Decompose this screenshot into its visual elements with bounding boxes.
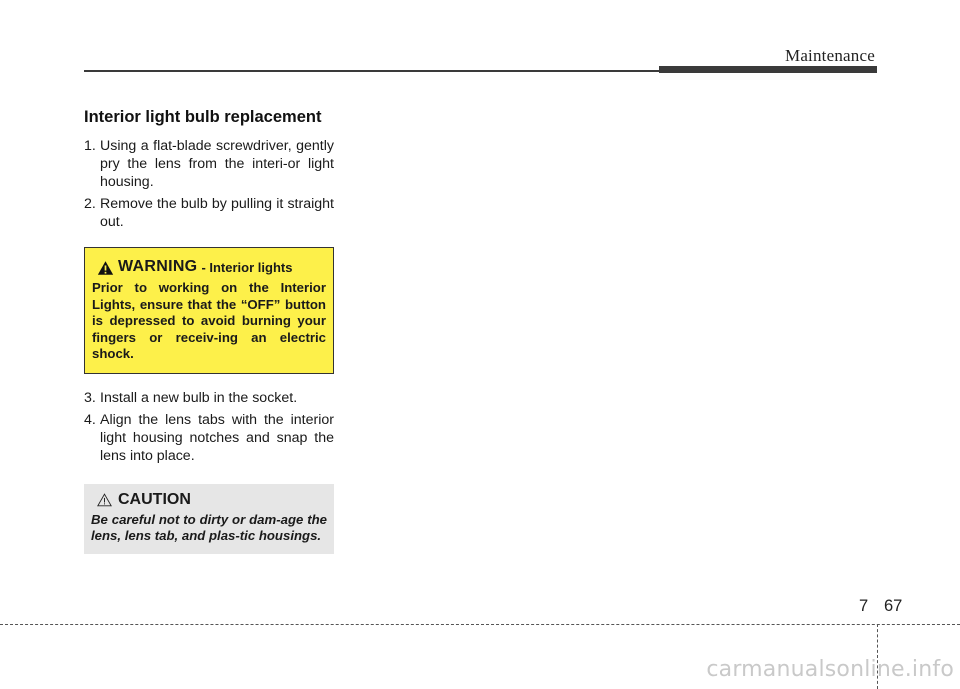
step-item — [84, 137, 334, 191]
watermark: carmanualsonline.info — [706, 657, 954, 682]
warning-triangle-icon — [97, 260, 114, 276]
caution-label: CAUTION — [118, 490, 191, 508]
step-text: Remove the bulb by pulling it straight out. — [100, 196, 334, 230]
step-item — [84, 389, 334, 407]
page-number: 67 — [884, 597, 903, 615]
caution-triangle-icon — [97, 493, 112, 507]
warning-label: WARNING — [118, 258, 198, 275]
step-text: Using a flat-blade screwdriver, gently pry the lens from the interi-or light housing. — [100, 138, 334, 190]
step-item — [84, 195, 334, 231]
chapter-number: 7 — [859, 597, 869, 615]
step-number: 2. — [84, 196, 96, 212]
step-item — [84, 411, 334, 465]
warning-subtitle: - Interior lights — [201, 260, 293, 275]
main-content — [84, 108, 334, 554]
step-number: 1. — [84, 138, 96, 154]
header-rule — [84, 70, 664, 72]
caution-box — [84, 484, 334, 554]
footer-rule — [0, 624, 960, 625]
step-number: 4. — [84, 411, 96, 428]
warning-box — [84, 247, 334, 374]
caution-header — [97, 491, 327, 509]
warning-text: Prior to working on the Interior Lights, ensure that the “OFF” button is depressed to avoid burning your fingers or receiv-ing an electric shock. — [92, 280, 326, 361]
page-heading: Interior light bulb replacement — [84, 108, 322, 126]
step-text: Install a new bulb in the socket. — [100, 389, 298, 406]
warning-header — [97, 258, 326, 276]
step-number: 3. — [84, 389, 96, 406]
section-title: Maintenance — [785, 46, 875, 65]
header-rule-accent — [659, 66, 877, 73]
caution-text: Be careful not to dirty or dam-age the lens, lens tab, and plas-tic housings. — [91, 511, 327, 543]
step-text: Align the lens tabs with the interior light housing notches and snap the lens into place. — [100, 411, 334, 464]
